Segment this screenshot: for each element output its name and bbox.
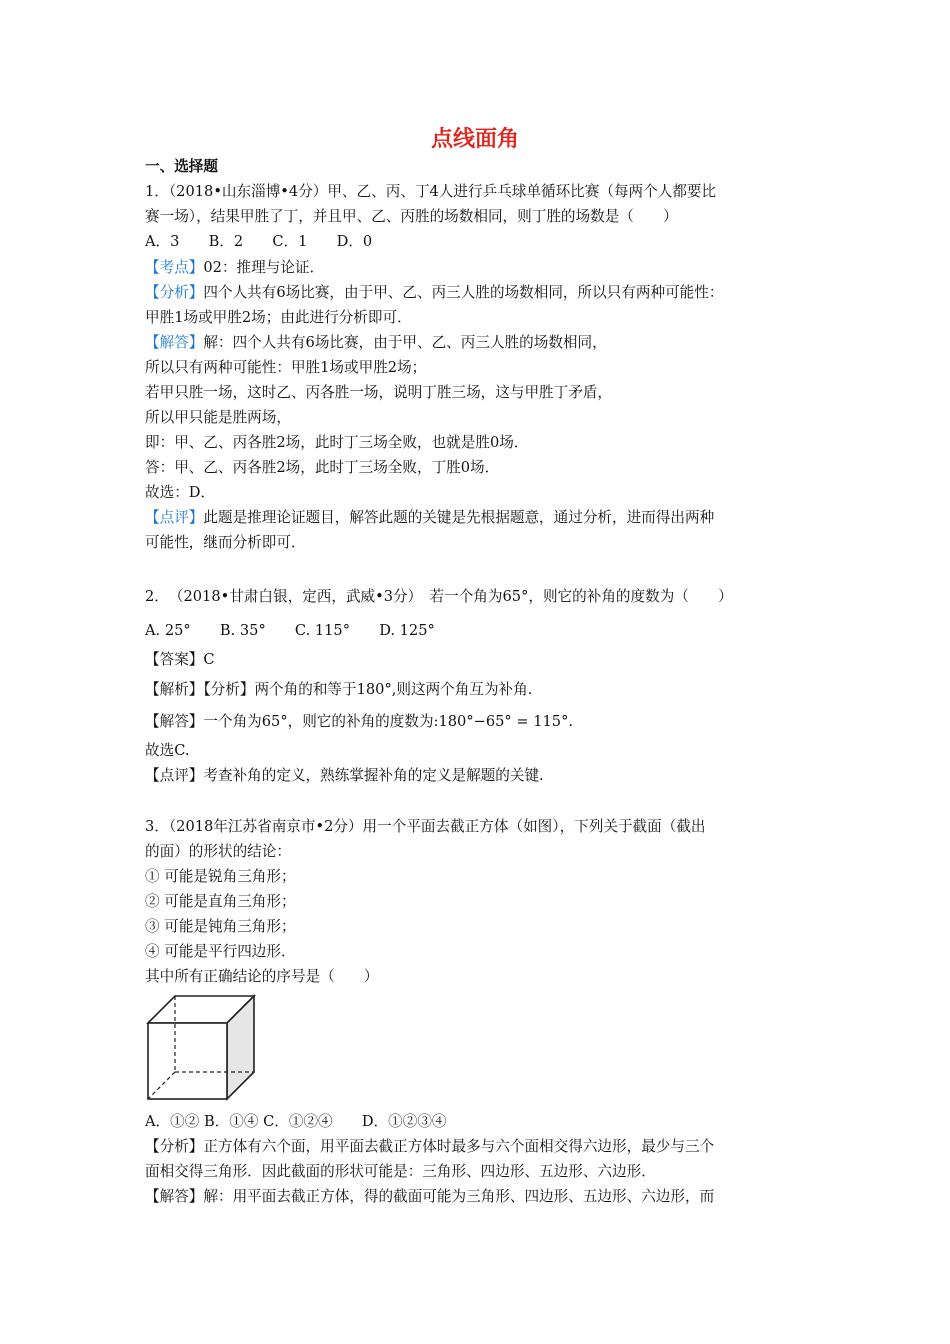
q2-stem: 2． （2018•甘肃白银，定西，武威•3分） 若一个角为65°，则它的补角的度数为（ ） <box>145 588 733 605</box>
q2-comment: 【点评】考查补角的定义，熟练掌握补角的定义是解题的关键. <box>145 767 544 784</box>
q1-fenxi <box>145 283 723 303</box>
q3-conclusion-4: ④ 可能是平行四边形． <box>145 943 296 960</box>
q1-solution-line-3: 所以甲只能是胜两场， <box>145 409 291 426</box>
q1-kaodian-tag: 【考点】 <box>145 259 204 276</box>
q3-ask: 其中所有正确结论的序号是（ ） <box>145 968 379 985</box>
q1-dianping <box>145 508 714 528</box>
q3-solution-line-1: 【解答】解：用平面去截正方体，得的截面可能为三角形、四边形、五边形、六边形，而 <box>145 1188 715 1205</box>
q1-fenxi-text-1: 四个人共有6场比赛，由于甲、乙、丙三人胜的场数相同，所以只有两种可能性： <box>203 284 724 301</box>
q2-choose: 故选C. <box>145 742 190 759</box>
q3-conclusion-2: ② 可能是直角三角形； <box>145 893 296 910</box>
q1-jieda-tag: 【解答】 <box>145 334 204 351</box>
q1-kaodian-text: 02：推理与论证． <box>203 259 325 276</box>
q2-analysis: 【解析】【分析】两个角的和等于180°,则这两个角互为补角. <box>145 681 533 698</box>
q1-jieda-text: 解：四个人共有6场比赛，由于甲、乙、丙三人胜的场数相同， <box>203 334 607 351</box>
q1-kaodian <box>145 258 324 278</box>
q3-options: A．①② B．①④ C．①②④ D．①②③④ <box>145 1113 447 1130</box>
q1-fenxi-line-2: 甲胜1场或甲胜2场；由此进行分析即可． <box>145 309 412 326</box>
q3-analysis-line-1: 【分析】正方体有六个面，用平面去截正方体时最多与六个面相交得六边形，最少与三个 <box>145 1138 715 1155</box>
q1-dianping-tag: 【点评】 <box>145 509 204 526</box>
q2-options: A. 25° B. 35° C. 115° D. 125° <box>145 622 435 639</box>
q1-stem-line-2: 赛一场），结果甲胜了丁，并且甲、乙、丙胜的场数相同，则丁胜的场数是（ ） <box>145 208 678 225</box>
q1-solution-line-2: 若甲只胜一场，这时乙、丙各胜一场，说明丁胜三场，这与甲胜丁矛盾， <box>145 384 613 401</box>
q1-fenxi-tag: 【分析】 <box>145 284 204 301</box>
q3-conclusion-1: ① 可能是锐角三角形； <box>145 868 296 885</box>
q2-solution: 【解答】一个角为65°，则它的补角的度数为:180°−65° = 115°. <box>145 713 574 730</box>
q3-stem-line-2: 的面）的形状的结论： <box>145 843 291 860</box>
cube-figure <box>145 993 257 1101</box>
q1-solution-line-1: 所以只有两种可能性：甲胜1场或甲胜2场； <box>145 359 427 376</box>
q2-answer: 【答案】C <box>145 651 215 668</box>
q1-dianping-line-2: 可能性，继而分析即可． <box>145 534 306 551</box>
q1-solution-line-5: 答：甲、乙、丙各胜2场，此时丁三场全败，丁胜0场． <box>145 459 500 476</box>
q3-analysis-line-2: 面相交得三角形．因此截面的形状可能是：三角形、四边形、五边形、六边形． <box>145 1163 656 1180</box>
q1-solution-line-4: 即：甲、乙、丙各胜2场，此时丁三场全败，也就是胜0场． <box>145 434 529 451</box>
page-title: 点线面角 <box>430 127 519 152</box>
q3-conclusion-3: ③ 可能是钝角三角形； <box>145 918 296 935</box>
section-heading: 一、选择题 <box>145 158 218 175</box>
q1-options: A．3 B．2 C．1 D．0 <box>145 233 373 250</box>
q1-solution-line-6: 故选：D． <box>145 484 216 501</box>
q1-dianping-text-1: 此题是推理论证题目，解答此题的关键是先根据题意，通过分析，进而得出两种 <box>203 509 715 526</box>
q1-stem-line-1: 1．（2018•山东淄博•4分）甲、乙、丙、丁4人进行乒乓球单循环比赛（每两个人都要比 <box>145 183 717 200</box>
q3-stem-line-1: 3．（2018年江苏省南京市•2分）用一个平面去截正方体（如图），下列关于截面（截出 <box>145 818 706 835</box>
q1-jieda <box>145 333 607 353</box>
